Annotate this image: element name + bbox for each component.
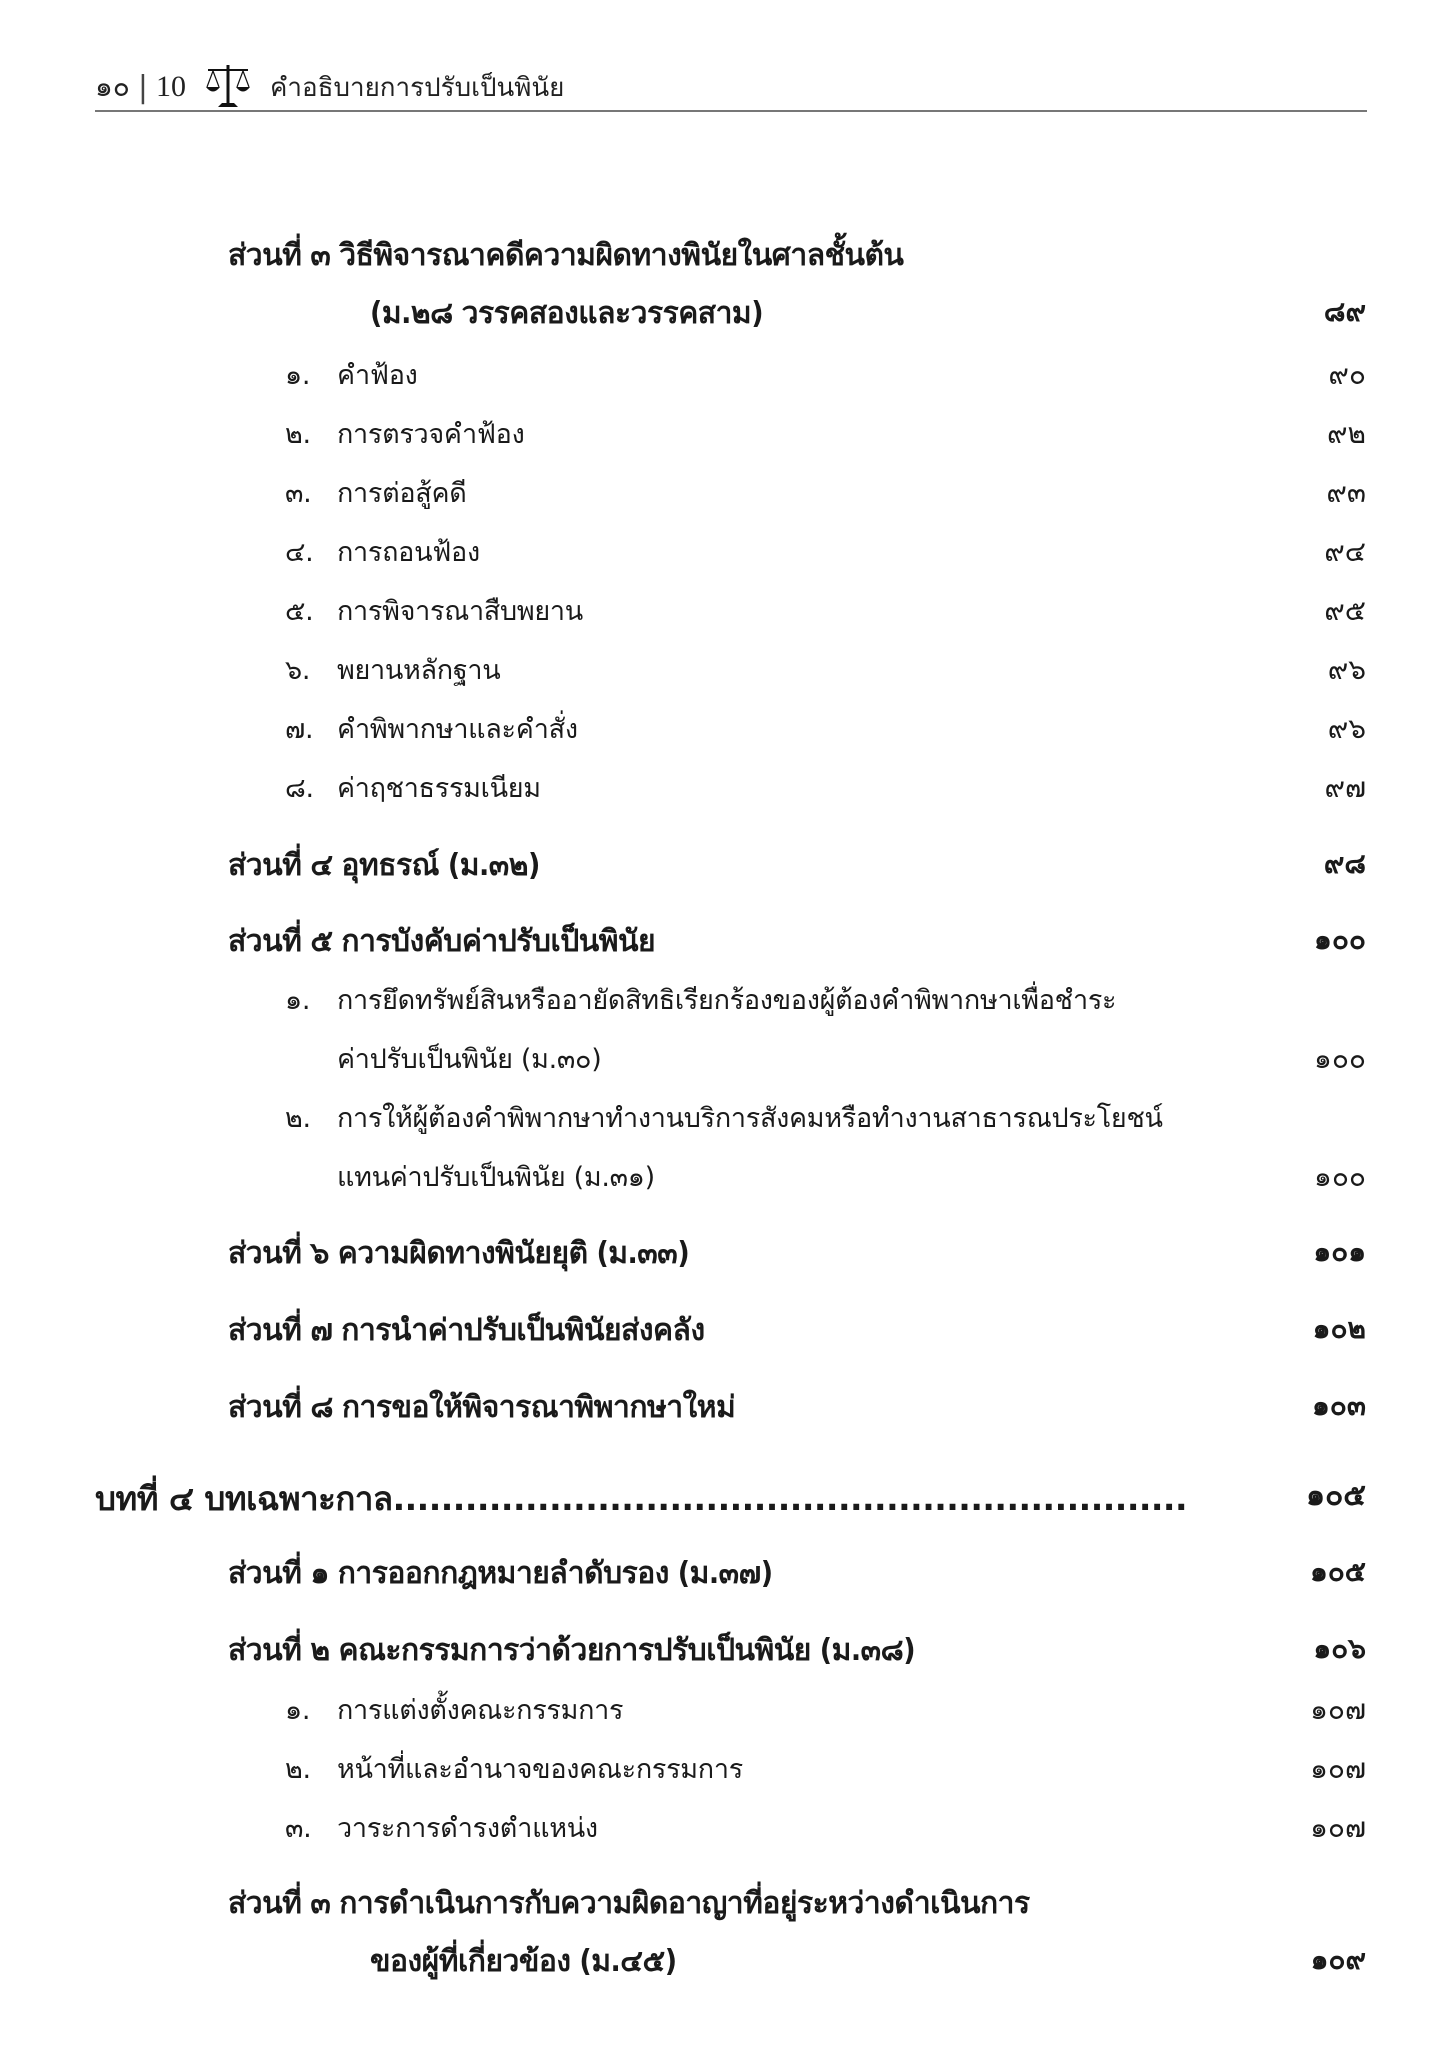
toc-part-heading	[0, 918, 1448, 965]
toc-page-number: ๑๐๒	[1312, 1312, 1366, 1345]
toc-part-heading	[0, 842, 1448, 889]
toc-item: ๑. คำฟ้อง ๙๐	[0, 353, 1448, 396]
toc-page-number: ๑๐๕	[1309, 1555, 1366, 1588]
toc-page-number: ๙๕	[1324, 594, 1366, 627]
toc-item-label: การพิจารณาสืบพยาน	[337, 596, 583, 627]
toc-item: ๖. พยานหลักฐาน ๙๖	[0, 648, 1448, 691]
toc-part-heading	[0, 1550, 1448, 1597]
toc-page-number: ๑๐๑	[1313, 1235, 1366, 1268]
toc-page-number: ๑๐๗	[1310, 1693, 1366, 1726]
toc-leader-dots: ..................................................................	[392, 1479, 1187, 1518]
page-number-thai: ๑๐	[95, 70, 130, 103]
toc-item-cont	[0, 1155, 1448, 1198]
toc-part-heading	[0, 1627, 1448, 1674]
toc-page-number: ๙๒	[1327, 417, 1366, 450]
toc-part-label: ส่วนที่ ๒ คณะกรรมการว่าด้วยการปรับเป็นพินัย (ม.๓๘)	[228, 1633, 916, 1668]
toc-item-label: วาระการดำรงตำแหน่ง	[337, 1813, 598, 1844]
toc-item: ๔. การถอนฟ้อง ๙๔	[0, 530, 1448, 573]
toc-item: ๑. การยึดทรัพย์สินหรืออายัดสิทธิเรียกร้องของผู้ต้องคำพิพากษาเพื่อชำระ	[285, 985, 1117, 1016]
toc-part-heading	[0, 1880, 1448, 1927]
toc-item-label: ค่าปรับเป็นพินัย (ม.๓๐)	[337, 1044, 602, 1075]
toc-part-label: ส่วนที่ ๑ การออกกฎหมายลำดับรอง (ม.๓๗)	[228, 1556, 773, 1591]
toc-item-label: แทนค่าปรับเป็นพินัย (ม.๓๑)	[337, 1162, 655, 1193]
toc-page-number: ๑๐๐	[1314, 1160, 1366, 1193]
toc-page-number: ๙๓	[1326, 476, 1366, 509]
toc-item: ๑. การแต่งตั้งคณะกรรมการ ๑๐๗	[0, 1688, 1448, 1731]
toc-chapter-heading	[0, 1472, 1448, 1525]
toc-page-number: ๑๐๖	[1313, 1632, 1366, 1665]
toc-part-label: (ม.๒๘ วรรคสองและวรรคสาม)	[370, 296, 764, 331]
toc-item: ๒. การให้ผู้ต้องคำพิพากษาทำงานบริการสังคมหรือทำงานสาธารณประโยชน์	[285, 1103, 1163, 1134]
book-title: คำอธิบายการปรับเป็นพินัย	[269, 72, 565, 103]
toc-page-number: ๙๗	[1324, 771, 1366, 804]
toc-part-label: ส่วนที่ ๓ การดำเนินการกับความผิดอาญาที่อยู่ระหว่างดำเนินการ	[228, 1886, 1030, 1921]
toc-page-number: ๘๙	[1323, 295, 1366, 328]
toc-part-label: ของผู้ที่เกี่ยวข้อง (ม.๔๕)	[370, 1944, 677, 1979]
toc-part-label: ส่วนที่ ๔ อุทธรณ์ (ม.๓๒)	[228, 848, 540, 883]
toc-item-label: การให้ผู้ต้องคำพิพากษาทำงานบริการสังคมหรือทำงานสาธารณประโยชน์	[337, 1103, 1163, 1134]
toc-item-label: พยานหลักฐาน	[337, 655, 501, 686]
toc-part-label: ส่วนที่ ๗ การนำค่าปรับเป็นพินัยส่งคลัง	[228, 1313, 705, 1348]
toc-page-number: ๙๖	[1327, 653, 1366, 686]
toc-chapter-label: บทที่ ๔ บทเฉพาะกาล	[95, 1479, 393, 1518]
toc-part-heading	[0, 1230, 1448, 1277]
toc-item-label: หน้าที่และอำนาจของคณะกรรมการ	[337, 1754, 743, 1785]
toc-page-number: ๙๔	[1324, 535, 1366, 568]
toc-item-label: คำพิพากษาและคำสั่ง	[337, 714, 578, 745]
toc-item-label: ค่าฤชาธรรมเนียม	[337, 773, 541, 804]
toc-page-number: ๑๐๙	[1310, 1943, 1366, 1976]
toc-part-label: ส่วนที่ ๓ วิธีพิจารณาคดีความผิดทางพินัยในศาลชั้นต้น	[228, 238, 904, 273]
toc-page-number: ๙๐	[1328, 358, 1366, 391]
toc-item: ๓. การต่อสู้คดี ๙๓	[0, 471, 1448, 514]
toc-part-heading-cont	[0, 1938, 1448, 1985]
toc-item-label: การแต่งตั้งคณะกรรมการ	[337, 1695, 624, 1726]
toc-part-heading	[0, 232, 1448, 279]
toc-part-heading	[0, 1384, 1448, 1431]
toc-item-label: คำฟ้อง	[337, 360, 418, 391]
toc-item: ๒. การตรวจคำฟ้อง ๙๒	[0, 412, 1448, 455]
toc-page-number: ๑๐๐	[1314, 923, 1366, 956]
toc-part-heading-cont	[0, 290, 1448, 337]
toc-item: ๕. การพิจารณาสืบพยาน ๙๕	[0, 589, 1448, 632]
toc-item-cont	[0, 1037, 1448, 1080]
toc-item-label: การตรวจคำฟ้อง	[337, 419, 525, 450]
toc-part-label: ส่วนที่ ๕ การบังคับค่าปรับเป็นพินัย	[228, 924, 656, 959]
toc-page-number: ๙๘	[1323, 847, 1366, 880]
toc-item: ๗. คำพิพากษาและคำสั่ง ๙๖	[0, 707, 1448, 750]
toc-part-heading	[0, 1307, 1448, 1354]
header-separator: |	[137, 69, 148, 105]
toc-item: ๒. หน้าที่และอำนาจของคณะกรรมการ ๑๐๗	[0, 1747, 1448, 1790]
toc-page-number: ๑๐๓	[1311, 1389, 1366, 1422]
toc-item-label: การถอนฟ้อง	[337, 537, 480, 568]
toc-part-label: ส่วนที่ ๘ การขอให้พิจารณาพิพากษาใหม่	[228, 1390, 736, 1425]
toc-item: ๘. ค่าฤชาธรรมเนียม ๙๗	[0, 766, 1448, 809]
toc-item-label: การต่อสู้คดี	[337, 478, 467, 509]
toc-page-number: ๑๐๗	[1310, 1811, 1366, 1844]
page-number-arabic: 10	[155, 70, 186, 103]
toc-page-number: ๑๐๕	[1305, 1478, 1366, 1513]
toc-page-number: ๑๐๐	[1314, 1042, 1366, 1075]
toc-item-label: การยึดทรัพย์สินหรืออายัดสิทธิเรียกร้องของผู้ต้องคำพิพากษาเพื่อชำระ	[337, 985, 1117, 1016]
toc-page-number: ๑๐๗	[1310, 1752, 1366, 1785]
toc-item: ๓. วาระการดำรงตำแหน่ง ๑๐๗	[0, 1806, 1448, 1849]
toc-part-label: ส่วนที่ ๖ ความผิดทางพินัยยุติ (ม.๓๓)	[228, 1236, 690, 1271]
toc-page-number: ๙๖	[1327, 712, 1366, 745]
